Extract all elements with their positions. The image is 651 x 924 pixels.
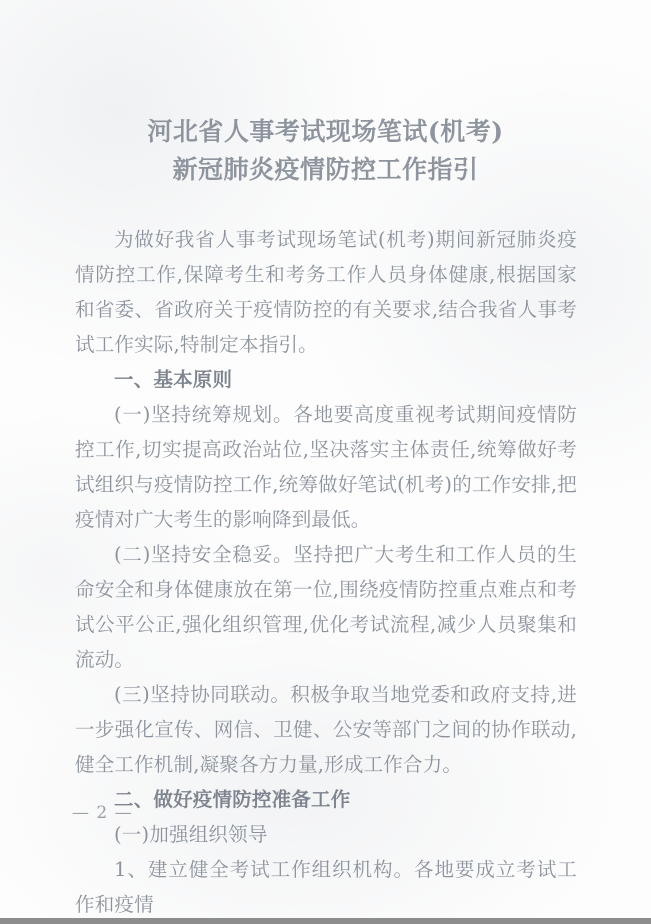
section-heading-1: 一、基本原则 — [114, 368, 233, 391]
document-body — [75, 222, 577, 922]
document-title — [0, 114, 651, 188]
body-paragraph-intro: 为做好我省人事考试现场笔试(机考)期间新冠肺炎疫情防控工作,保障考生和考务工作人员身体健康,根据国家和省委、省政府关于疫情防控的有关要求,结合我省人事考试工作实际,特制定本指引。 — [75, 228, 577, 356]
body-paragraph-principle-2: (二)坚持安全稳妥。坚持把广大考生和工作人员的生命安全和身体健康放在第一位,围绕疫情防控重点难点和考试公平公正,强化组织管理,优化考试流程,减少人员聚集和流动。 — [75, 543, 577, 671]
document-title-line-1: 河北省人事考试现场笔试(机考) — [147, 117, 504, 146]
body-paragraph-principle-1: (一)坚持统筹规划。各地要高度重视考试期间疫情防控工作,切实提高政治站位,坚决落实主体责任,统筹做好考试组织与疫情防控工作,统筹做好笔试(机考)的工作安排,把疫情对广大考生的影响降到最低。 — [75, 403, 577, 531]
scan-bottom-edge — [0, 918, 651, 924]
page-number: — 2 — — [72, 803, 133, 823]
body-paragraph-item-1: 1、建立健全考试工作组织机构。各地要成立考试工作和疫情 — [75, 858, 577, 916]
section-heading-2: 二、做好疫情防控准备工作 — [114, 788, 351, 811]
body-paragraph-principle-3: (三)坚持协同联动。积极争取当地党委和政府支持,进一步强化宣传、网信、卫健、公安等部门之间的协作联动,健全工作机制,凝聚各方力量,形成工作合力。 — [75, 683, 577, 776]
body-subheading-organization: (一)加强组织领导 — [114, 823, 268, 846]
document-title-line-2: 新冠肺炎疫情防控工作指引 — [172, 155, 479, 184]
